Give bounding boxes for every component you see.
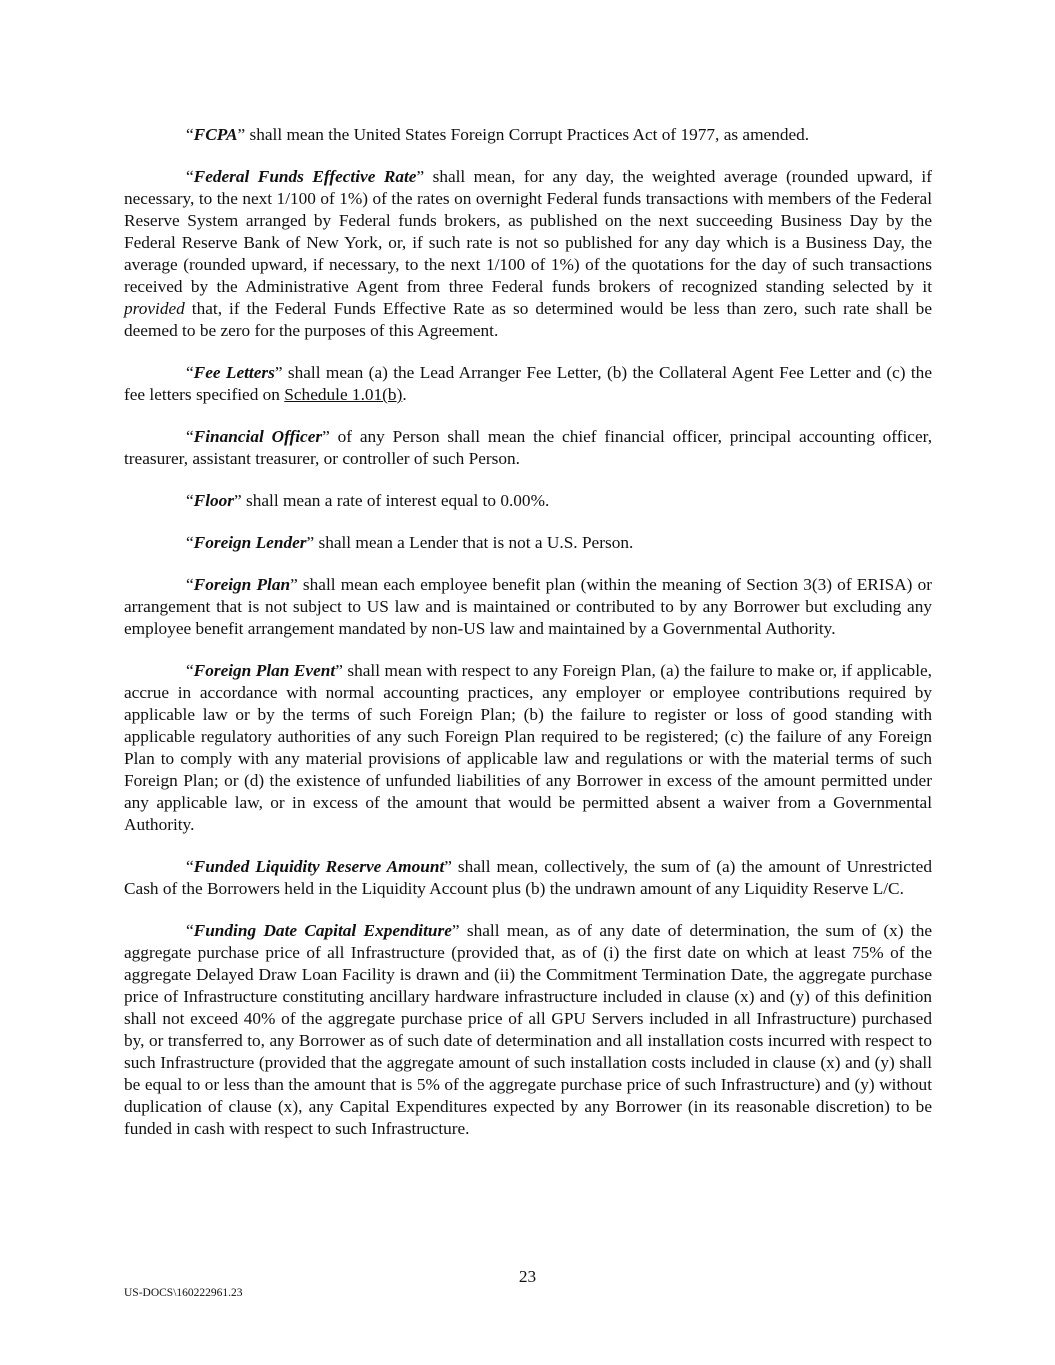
definition-foreign-plan: “Foreign Plan” shall mean each employee benefit plan (within the meaning of Section 3(3) of ERISA) or arrangement that is not subject to US law and is maintained or contributed to by any Borrower but excluding any employee benefit arrangement mandated by non-US law and maintained by a Governmental Authority. — [124, 575, 932, 638]
definition-foreign-plan-event: “Foreign Plan Event” shall mean with respect to any Foreign Plan, (a) the failure to make or, if applicable, accrue in accordance with normal accounting practices, any employer or employee contributions required by applicable law or by the terms of such Foreign Plan; (b) the failure to register or loss of good standing with applicable regulatory authorities of any such Foreign Plan required to be registered; (c) the failure of any Foreign Plan to comply with any material provisions of applicable law and regulations or with the material terms of such Foreign Plan; or (d) the existence of unfunded liabilities of any Borrower in excess of the amount permitted under any applicable law, or in excess of the amount that would be permitted absent a waiver from a Governmental Authority. — [124, 661, 932, 834]
definition-text: . — [402, 385, 407, 404]
defined-term: Fee Letters — [193, 363, 275, 382]
defined-term: Funding Date Capital Expenditure — [193, 921, 452, 940]
definitions-section — [124, 124, 932, 1160]
definition-text: ” shall mean, as of any date of determination, the sum of (x) the aggregate purchase price of all Infrastructure (provided that, as of (i) the first date on which at least 75% of the aggregate Delayed Draw Loan Facility is drawn and (ii) the Commitment Termination Date, the aggregate purchase price of Infrastructure constituting ancillary hardware infrastructure included in clause (x) and (y) of this definition shall not exceed 40% of the aggregate purchase price of all GPU Servers included in all Infrastructure) purchased by, or transferred to, any Borrower as of such date of determination and all installation costs incurred with respect to such Infrastructure (provided that the aggregate amount of such installation costs included in clause (x) and (y) shall be equal to or less than the amount that is 5% of the aggregate purchase price of such Infrastructure) and (y) without duplication of clause (x), any Capital Expenditures expected by any Borrower (in its reasonable discretion) to be funded in cash with respect to such Infrastructure. — [124, 921, 933, 1138]
definition-funding-date-capital-expenditure: “Funding Date Capital Expenditure” shall mean, as of any date of determination, the sum of (x) the aggregate purchase price of all Infrastructure (provided that, as of (i) the first date on which at least 75% of the aggregate Delayed Draw Loan Facility is drawn and (ii) the Commitment Termination Date, the aggregate purchase price of Infrastructure constituting ancillary hardware infrastructure included in clause (x) and (y) of this definition shall not exceed 40% of the aggregate purchase price of all GPU Servers included in all Infrastructure) purchased by, or transferred to, any Borrower as of such date of determination and all installation costs incurred with respect to such Infrastructure (provided that the aggregate amount of such installation costs included in clause (x) and (y) shall be equal to or less than the amount that is 5% of the aggregate purchase price of such Infrastructure) and (y) without duplication of clause (x), any Capital Expenditures expected by any Borrower (in its reasonable discretion) to be funded in cash with respect to such Infrastructure. — [124, 921, 933, 1138]
italic-proviso: provided — [124, 299, 185, 318]
definition-text: ” shall mean each employee benefit plan (within the meaning of Section 3(3) of ERISA) or arrangement that is not subject to US law and is maintained or contributed to by any Borrower but excluding any employee benefit arrangement mandated by non-US law and maintained by a Governmental Authority. — [124, 575, 932, 638]
defined-term: Foreign Plan Event — [193, 661, 336, 680]
definition-text: ” shall mean, for any day, the weighted average (rounded upward, if necessary, to the next 1/100 of 1%) of the rates on overnight Federal funds transactions with members of the Federal Reserve System arranged by Federal funds brokers, as published on the next succeeding Business Day by the Federal Reserve Bank of New York, or, if such rate is not so published for any day which is a Business Day, the average (rounded upward, if necessary, to the next 1/100 of 1%) of the quotations for the day of such transactions received by the Administrative Agent from three Federal funds brokers of recognized standing selected by it — [124, 167, 932, 296]
defined-term: Financial Officer — [193, 427, 323, 446]
definition-funded-liquidity-reserve-amount: “Funded Liquidity Reserve Amount” shall mean, collectively, the sum of (a) the amount of Unrestricted Cash of the Borrowers held in the Liquidity Account plus (b) the undrawn amount of any Liquidity Reserve L/C. — [124, 857, 932, 898]
definition-text: ” shall mean (a) the Lead Arranger Fee Letter, (b) the Collateral Agent Fee Letter and (c) the fee letters specified on — [124, 363, 932, 404]
definition-text: ” shall mean with respect to any Foreign Plan, (a) the failure to make or, if applicable, accrue in accordance with normal accounting practices, any employer or employee contributions required by applicable law or by the terms of such Foreign Plan; (b) the failure to register or loss of good standing with applicable regulatory authorities of any such Foreign Plan required to be registered; (c) the failure of any Foreign Plan to comply with any material provisions of applicable law and regulations or with the material terms of such Foreign Plan; or (d) the existence of unfunded liabilities of any Borrower in excess of the amount permitted under any applicable law, or in excess of the amount that would be permitted absent a waiver from a Governmental Authority. — [124, 661, 932, 834]
definition-text: ” shall mean, collectively, the sum of (a) the amount of Unrestricted Cash of the Borrowers held in the Liquidity Account plus (b) the undrawn amount of any Liquidity Reserve L/C. — [124, 857, 932, 898]
defined-term: Funded Liquidity Reserve Amount — [193, 857, 445, 876]
definition-text: that, if the Federal Funds Effective Rate as so determined would be less than zero, such rate shall be deemed to be zero for the purposes of this Agreement. — [124, 299, 932, 340]
definition-fee-letters: “Fee Letters” shall mean (a) the Lead Arranger Fee Letter, (b) the Collateral Agent Fee Letter and (c) the fee letters specified on Schedule 1.01(b). — [124, 363, 932, 404]
document-id: US-DOCS\160222961.23 — [124, 1287, 243, 1299]
definition-federal-funds-effective-rate: “Federal Funds Effective Rate” shall mean, for any day, the weighted average (rounded upward, if necessary, to the next 1/100 of 1%) of the rates on overnight Federal funds transactions with members of the Federal Reserve System arranged by Federal funds brokers, as published on the next succeeding Business Day by the Federal Reserve Bank of New York, or, if such rate is not so published for any day which is a Business Day, the average (rounded upward, if necessary, to the next 1/100 of 1%) of the quotations for the day of such transactions received by the Administrative Agent from three Federal funds brokers of recognized standing selected by it provided that, if the Federal Funds Effective Rate as so determined would be less than zero, such rate shall be deemed to be zero for the purposes of this Agreement. — [124, 167, 932, 340]
definition-text: ” shall mean a Lender that is not a U.S. Person. — [306, 533, 634, 552]
defined-term: Federal Funds Effective Rate — [193, 167, 417, 186]
defined-term: Foreign Plan — [193, 575, 291, 594]
definition-text: ” of any Person shall mean the chief financial officer, principal accounting officer, treasurer, assistant treasurer, or controller of such Person. — [124, 427, 933, 468]
defined-term: Foreign Lender — [193, 533, 307, 552]
defined-term: FCPA — [193, 125, 238, 144]
definition-floor: “Floor” shall mean a rate of interest equal to 0.00%. — [186, 491, 550, 510]
definition-fcpa: “FCPA” shall mean the United States Foreign Corrupt Practices Act of 1977, as amended. — [186, 125, 810, 144]
definition-text: ” shall mean the United States Foreign Corrupt Practices Act of 1977, as amended. — [237, 125, 810, 144]
definition-foreign-lender: “Foreign Lender” shall mean a Lender that is not a U.S. Person. — [186, 533, 634, 552]
definition-text: ” shall mean a rate of interest equal to 0.00%. — [234, 491, 550, 510]
schedule-reference: Schedule 1.01(b) — [284, 385, 403, 404]
definition-financial-officer: “Financial Officer” of any Person shall mean the chief financial officer, principal accounting officer, treasurer, assistant treasurer, or controller of such Person. — [124, 427, 933, 468]
defined-term: Floor — [193, 491, 235, 510]
page-number: 23 — [518, 1267, 537, 1286]
